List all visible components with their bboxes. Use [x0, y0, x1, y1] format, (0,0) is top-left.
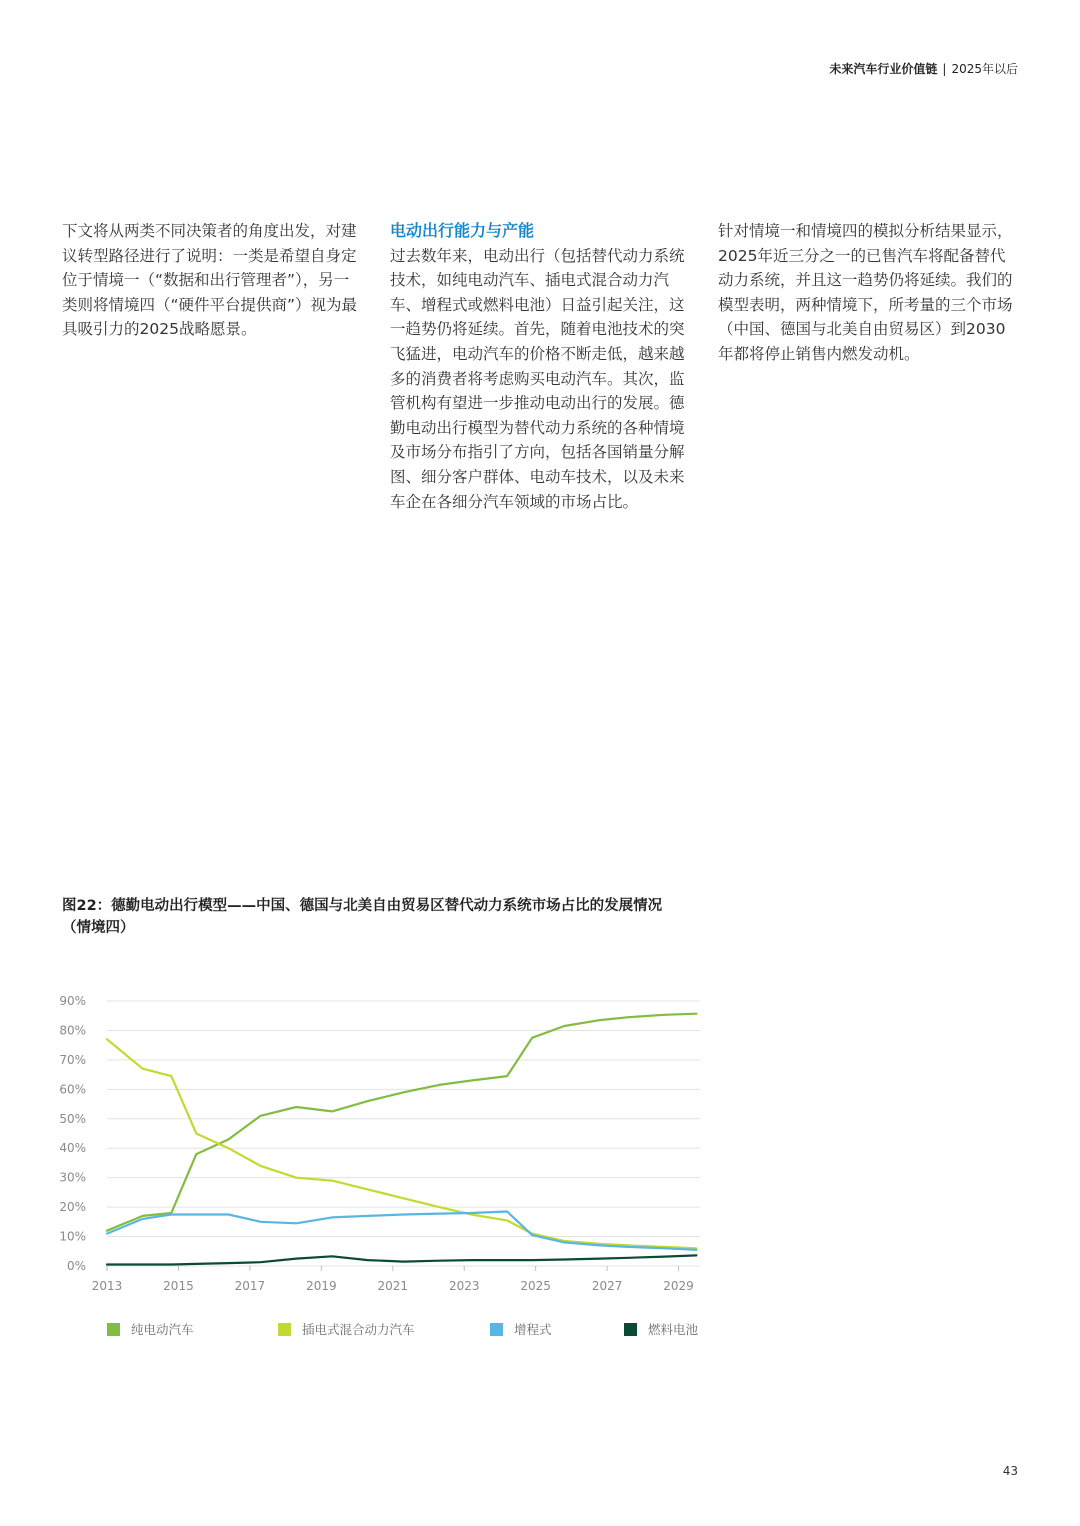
legend-swatch	[490, 1323, 503, 1336]
y-tick-label: 20%	[59, 1200, 86, 1215]
body-column-1: 下文将从两类不同决策者的角度出发，对建议转型路径进行了说明：一类是希望自身定位于情境一（“数据和出行管理者”），另一类则将情境四（“硬件平台提供商”）视为最具吸引力的2025战略愿景。	[62, 222, 358, 339]
legend-item	[624, 1322, 699, 1337]
header-separator: |	[942, 62, 947, 76]
x-tick-label: 2021	[377, 1279, 409, 1293]
x-axis-ticks	[92, 1266, 694, 1293]
x-tick-label: 2013	[91, 1279, 123, 1293]
body-column-2	[390, 219, 688, 514]
y-axis-ticks	[59, 994, 86, 1273]
x-tick-label: 2019	[306, 1279, 337, 1293]
series-line	[107, 1255, 696, 1264]
running-header	[829, 60, 1018, 77]
legend-swatch	[107, 1323, 120, 1336]
chart-series	[107, 1014, 696, 1265]
y-tick-label: 80%	[59, 1023, 86, 1038]
legend-swatch	[278, 1323, 291, 1336]
section-title: 电动出行能力与产能	[390, 221, 535, 240]
y-tick-label: 40%	[59, 1141, 86, 1156]
figure-title: 图22：德勤电动出行模型——中国、德国与北美自由贸易区替代动力系统市场占比的发展情况（情境四）	[62, 898, 663, 936]
y-tick-label: 90%	[59, 994, 86, 1008]
legend-label: 增程式	[514, 1322, 552, 1337]
legend-item	[278, 1322, 415, 1337]
chart-legend	[107, 1322, 699, 1337]
x-tick-label: 2027	[591, 1279, 623, 1293]
legend-item	[490, 1322, 552, 1337]
legend-swatch	[624, 1323, 637, 1336]
legend-label: 插电式混合动力汽车	[302, 1322, 415, 1337]
y-tick-label: 10%	[59, 1229, 86, 1244]
line-chart	[55, 985, 715, 1355]
section-body: 过去数年来，电动出行（包括替代动力系统技术，如纯电动汽车、插电式混合动力汽车、增程式或燃料电池）日益引起关注，这一趋势仍将延续。首先，随着电池技术的突飞猛进，电动汽车的价格不断走低，越来越多的消费者将考虑购买电动汽车。其次，监管机构有望进一步推动电动出行的发展。德勤电动出行模型为替代动力系统的各种情境及市场分布指引了方向，包括各国销量分解图、细分客户群体、电动车技术，以及未来车企在各细分汽车领域的市场占比。	[390, 246, 685, 511]
x-tick-label: 2025	[520, 1279, 551, 1293]
x-tick-label: 2029	[663, 1279, 694, 1293]
y-tick-label: 60%	[59, 1082, 86, 1097]
legend-label: 燃料电池	[648, 1322, 699, 1337]
y-tick-label: 0%	[66, 1259, 86, 1273]
x-tick-label: 2015	[163, 1279, 194, 1293]
series-line	[107, 1039, 696, 1248]
x-tick-label: 2017	[234, 1279, 266, 1293]
y-tick-label: 50%	[59, 1111, 86, 1126]
x-tick-label: 2023	[448, 1279, 480, 1293]
header-subtitle: 2025年以后	[951, 62, 1018, 76]
y-tick-label: 30%	[59, 1170, 86, 1185]
header-title: 未来汽车行业价值链	[829, 62, 938, 76]
page-number: 43	[1002, 1464, 1018, 1478]
body-column-3: 针对情境一和情境四的模拟分析结果显示，2025年近三分之一的已售汽车将配备替代动力系统，并且这一趋势仍将延续。我们的模型表明，两种情境下，所考量的三个市场（中国、德国与北美自由贸易区）到2030年都将停止销售内燃发动机。	[718, 222, 1013, 363]
y-tick-label: 70%	[59, 1052, 86, 1067]
legend-label: 纯电动汽车	[131, 1322, 194, 1337]
legend-item	[107, 1322, 194, 1337]
